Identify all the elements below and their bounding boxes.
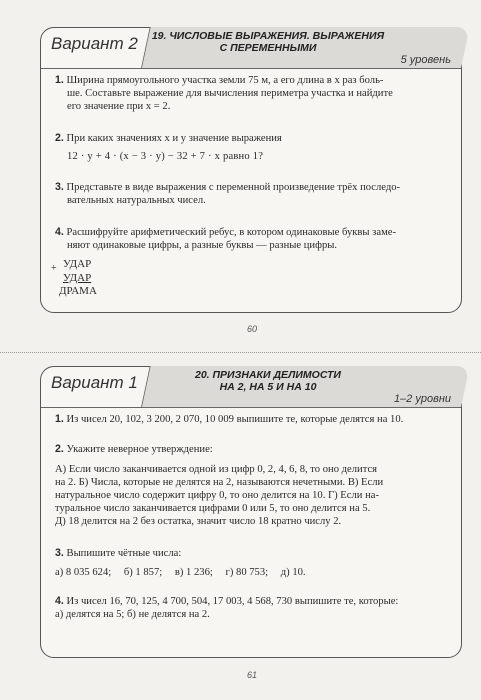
page-number: 61 <box>247 670 258 680</box>
rebus-line-3: ДРАМА <box>59 285 97 297</box>
option: г) 80 753; <box>225 567 269 578</box>
option: д) 10. <box>280 567 306 578</box>
page-divider <box>0 352 481 354</box>
topic-title-line1: 20. ПРИЗНАКИ ДЕЛИМОСТИ <box>194 369 341 381</box>
topic-title-line1: 19. ЧИСЛОВЫЕ ВЫРАЖЕНИЯ. ВЫРАЖЕНИЯ <box>151 30 385 42</box>
task-2: 2. Укажите неверное утверждение: <box>55 443 213 455</box>
card-variant-1 <box>40 366 462 658</box>
statement-line: натуральное число содержит цифру 0, то оно делится на 10. Г) Если на- <box>55 490 379 501</box>
topic-title-line2: С ПЕРЕМЕННЫМИ <box>219 42 317 54</box>
statement-line: туральное число заканчивается цифрами 0 или 5, то оно делится на 5. <box>55 503 371 514</box>
statement-line: А) Если число заканчивается одной из цифр 0, 2, 4, 6, 8, то оно делится <box>55 464 378 475</box>
variant-label: Вариант 2 <box>51 34 138 53</box>
statement-line: Д) 18 делится на 2 без остатка, значит число 18 кратно числу 2. <box>55 516 342 527</box>
task-3: 3. Представьте в виде выражения с переменной произведение трёх последо- вательных натуральных чисел. <box>55 181 401 206</box>
task-2-expression: 12 · y + 4 · (x − 3 · y) − 32 + 7 · x равно 1? <box>67 151 264 162</box>
page-number: 60 <box>247 324 258 334</box>
option: б) 1 857; <box>123 567 163 578</box>
task-2-statements <box>55 463 451 528</box>
rebus <box>51 258 97 299</box>
task-3: 3. Выпишите чётные числа: <box>55 547 182 559</box>
topic-title-line2: НА 2, НА 5 И НА 10 <box>219 381 317 393</box>
task-1: 1. Из чисел 20, 102, 3 200, 2 070, 10 009 выпишите те, которые делятся на 10. <box>55 413 404 425</box>
difficulty-level: 5 уровень <box>400 54 451 66</box>
card-header <box>41 367 461 407</box>
option: в) 1 236; <box>174 567 213 578</box>
card-variant-2 <box>40 27 462 313</box>
task-1: 1. Ширина прямоугольного участка земли 75 м, а его длина в x раз боль- ше. Составьте выражение для вычисления периметра участка и найдите его значение при x = 2. <box>55 74 393 112</box>
task-4: 4. Расшифруйте арифметический ребус, в котором одинаковые буквы заме- няют одинаковые цифры, а разные буквы — разные цифры. <box>55 226 397 251</box>
variant-label: Вариант 1 <box>51 373 138 392</box>
option: а) 8 035 624; <box>55 567 112 578</box>
rebus-line-1: УДАР <box>63 258 92 270</box>
task-2: 2. При каких значениях x и y значение выражения 12 · y + 4 · (x − 3 · y) − 32 + 7 · x равно 1? <box>55 132 451 163</box>
rebus-plus: + <box>51 263 57 274</box>
task-3-options <box>55 566 451 579</box>
rebus-line-2: УДАР <box>63 271 92 284</box>
task-4: 4. Из чисел 16, 70, 125, 4 700, 504, 17 003, 4 568, 730 выпишите те, которые: а) делятся на 5; б) не делятся на 2. <box>55 595 399 620</box>
difficulty-level: 1–2 уровни <box>393 393 451 405</box>
statement-line: на 2. Б) Числа, которые не делятся на 2, называются нечетными. В) Если <box>55 477 384 488</box>
card-header <box>41 28 461 68</box>
